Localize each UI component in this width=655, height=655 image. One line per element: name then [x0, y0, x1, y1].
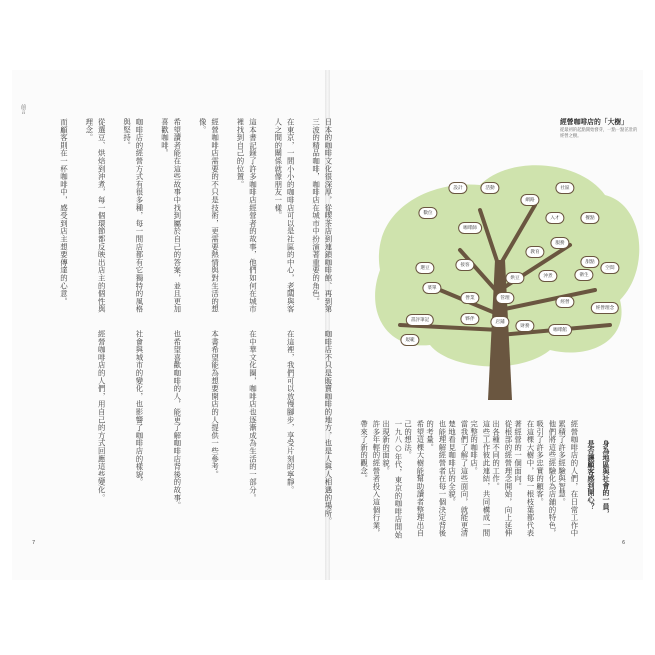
right-text-column: 許多年輕的經營者投入這個行業，帶來了新的觀念。 — [359, 420, 381, 537]
tree-leaf-label: 咖啡師 — [458, 222, 482, 234]
left-text-column: 從選豆、烘焙到沖煮，每一個環節都反映出店主的個性與理念。 — [84, 118, 107, 313]
right-text-column: 從根部的經營理念開始，向上延伸出各種不同的工作。 — [491, 420, 513, 537]
tree-subtitle: 從最初的起點開始發芽，一點一點茁壯的經營之樹。 — [560, 128, 638, 139]
tree-leaf-label: 規範 — [400, 334, 419, 346]
right-text-column: 希望這棵大樹能幫助讀者整理出自己的想法。 — [403, 420, 425, 537]
tree-leaf-label: 管理 — [495, 292, 514, 304]
left-text-column: 這本書記錄了許多咖啡店經營者的故事，他們如何在城市裡找到自己的位置。 — [235, 118, 258, 313]
tree-leaf-label: 經營理念 — [591, 302, 619, 314]
tree-leaf-label: 入才 — [545, 212, 564, 224]
left-text-column: 也希望喜歡咖啡的人，能更了解咖啡店背後的故事。 — [172, 330, 182, 510]
page-number-left: 7 — [32, 540, 36, 546]
tree-leaf-label: 網路 — [520, 194, 539, 206]
tree-leaf-label: 夥伴 — [460, 313, 479, 325]
tree-leaf-label: 數位 — [418, 207, 437, 219]
left-text-column: 經營咖啡店需要的不只是技術，更需要熱情與對生活的想像。 — [198, 118, 220, 313]
tree-leaf-label: 服務 — [550, 237, 569, 249]
left-text-column: 經營咖啡店的人們，用自己的方式回應這些變化。 — [97, 330, 107, 502]
right-text-column: 一九八○年代，東京的咖啡店開始出現新的面貌。 — [381, 420, 403, 539]
tree-leaf-label: 沖煮 — [538, 270, 557, 282]
tree-leaf-label: 設計 — [448, 182, 467, 194]
tree-leaf-label: 烘豆 — [505, 272, 524, 284]
running-head: 前言 — [20, 104, 26, 114]
right-text-column: 經營咖啡店的人們，在日常工作中累積了許多經驗與智慧。 — [557, 420, 579, 537]
tree-leaf-label: 甜點 — [580, 256, 599, 268]
highlight-line-1: 身為地區與社會的一員， — [602, 440, 610, 517]
tree-leaf-label: 活動 — [480, 182, 499, 194]
right-text-column: 在這棵大樹中，每一根枝葉都代表著經營的一個面向。 — [513, 420, 535, 537]
tree-leaf-label: 財務 — [515, 320, 534, 332]
left-text-column: 希望讀者能在這些故事中找到屬於自己的答案，並且更加喜歡咖啡。 — [160, 118, 182, 313]
tree-leaf-label: 接客 — [455, 259, 474, 271]
tree-leaf-label: 社區 — [555, 182, 574, 194]
tree-leaf-label: 店鋪 — [490, 316, 509, 328]
right-text-column: 這些工作彼此連結，共同構成一間完整的咖啡店。 — [469, 420, 491, 537]
tree-illustration — [360, 150, 645, 400]
left-text-column: 咖啡店不只是販賣咖啡的地方，也是人與人相遇的場所。 — [324, 330, 333, 525]
tree-leaf-label: 經營 — [555, 296, 574, 308]
highlight-line-2: 是否讓顧客感到開心？ — [587, 440, 595, 510]
tree-leaf-label: 餐點 — [580, 212, 599, 224]
left-text-column: 日本的咖啡文化很深厚，從喫茶店到連鎖咖啡館、再到第三波的精品咖啡，咖啡店在城市中扮演著重要的角色。 — [311, 118, 333, 313]
tree-leaf-label: 選豆 — [415, 262, 434, 274]
left-text-column: 本書希望能為想要開店的人提供一些參考。 — [210, 330, 220, 479]
tree-leaf-label: 教育 — [525, 246, 544, 258]
tree-leaf-label: 書評筆記 — [406, 314, 434, 326]
left-text-column: 咖啡店的經營方式有很多種，每一間店都有它獨特的風格與堅持。 — [122, 118, 144, 313]
left-text-column: 而顧客則在一杯咖啡中，感受到店主想要傳達的心意。 — [59, 118, 69, 306]
right-text-column: 當我們了解了這些面向，就能更清楚地看見咖啡店的全貌。 — [447, 420, 469, 537]
left-text-column: 社會與城市的變化，也影響了咖啡店的樣貌。 — [135, 330, 144, 486]
tree-title: 經營咖啡店的「大樹」 — [560, 118, 628, 126]
tree-leaf-label: 咖啡館 — [548, 324, 572, 336]
tree-leaf-label: 空間 — [600, 262, 619, 274]
page-number-right: 6 — [622, 540, 626, 546]
left-text-column: 在中華文化圈，咖啡店也逐漸成為生活的一部分。 — [248, 330, 258, 502]
tree-leaf-label: 衛生 — [574, 269, 593, 281]
left-text-column: 在這裡，我們可以放慢腳步，享受片刻的寧靜。 — [286, 330, 296, 494]
right-text-column: 也能理解經營者在每一個決定背後的考量。 — [425, 420, 447, 537]
right-text-column: 他們將這些經驗化為店鋪的特色，吸引了許多忠實的顧客。 — [535, 420, 557, 537]
tree-leaf-label: 營業 — [460, 292, 479, 304]
tree-leaf-label: 菜單 — [422, 282, 441, 294]
left-text-column: 在東京，一間小小的咖啡店可以是社區的中心，老闆與客人之間的關係就像朋友一樣。 — [273, 118, 296, 313]
